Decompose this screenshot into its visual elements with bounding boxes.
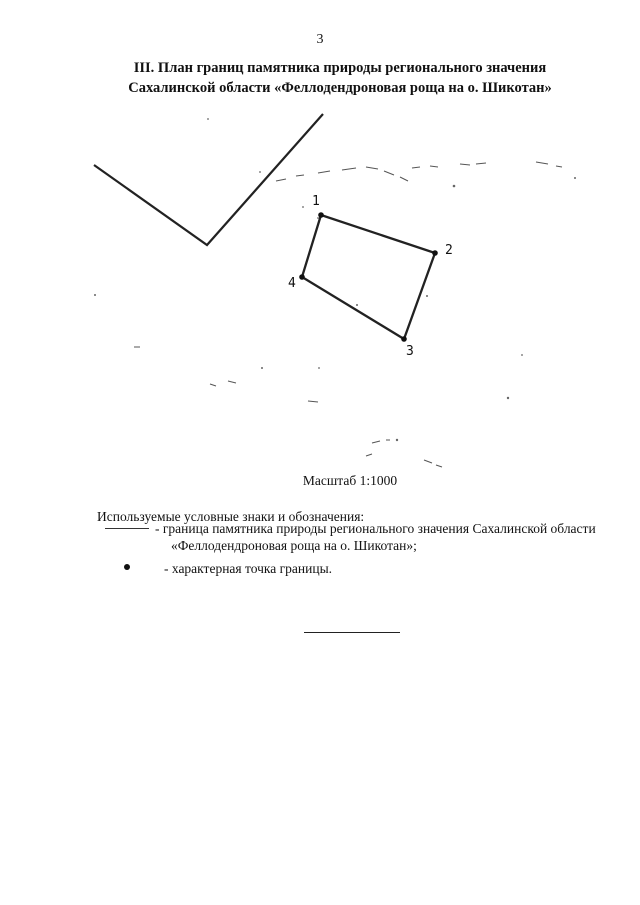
point-label-2: 2 bbox=[445, 243, 453, 258]
legend-boundary-text bbox=[155, 520, 625, 554]
boundary-line-symbol bbox=[105, 528, 149, 529]
boundary-polygon bbox=[302, 215, 435, 339]
contour-line bbox=[94, 114, 323, 245]
title-line-2: Сахалинской области «Феллодендроновая роща на о. Шикотан» bbox=[128, 80, 552, 96]
legend-point-text: - характерная точка границы. bbox=[164, 561, 333, 576]
boundary-point-1 bbox=[318, 212, 324, 218]
page-number: 3 bbox=[316, 32, 324, 47]
point-label-4: 4 bbox=[288, 276, 296, 291]
point-label-1: 1 bbox=[312, 194, 320, 209]
title-line-1: III. План границ памятника природы регионального значения bbox=[133, 60, 547, 76]
boundary-point-2 bbox=[432, 250, 438, 256]
boundary-point-3 bbox=[401, 336, 407, 342]
scale-text: Масштаб 1:1000 bbox=[302, 473, 398, 488]
point-label-3: 3 bbox=[406, 344, 414, 359]
scan-specks bbox=[94, 118, 576, 441]
boundary-point-4 bbox=[299, 274, 305, 280]
document-title bbox=[60, 58, 620, 98]
legend-boundary-line-1: - граница памятника природы регионального значения Сахалинской области bbox=[155, 521, 596, 536]
dashed-contour-traces bbox=[134, 162, 562, 467]
legend-boundary-line-2: «Феллодендроновая роща на о. Шикотан»; bbox=[171, 538, 417, 553]
footer-rule bbox=[304, 632, 400, 633]
boundary-point-symbol bbox=[124, 564, 130, 570]
boundary-plan-map bbox=[0, 110, 640, 470]
legend-heading: Используемые условные знаки и обозначения: bbox=[97, 509, 365, 524]
